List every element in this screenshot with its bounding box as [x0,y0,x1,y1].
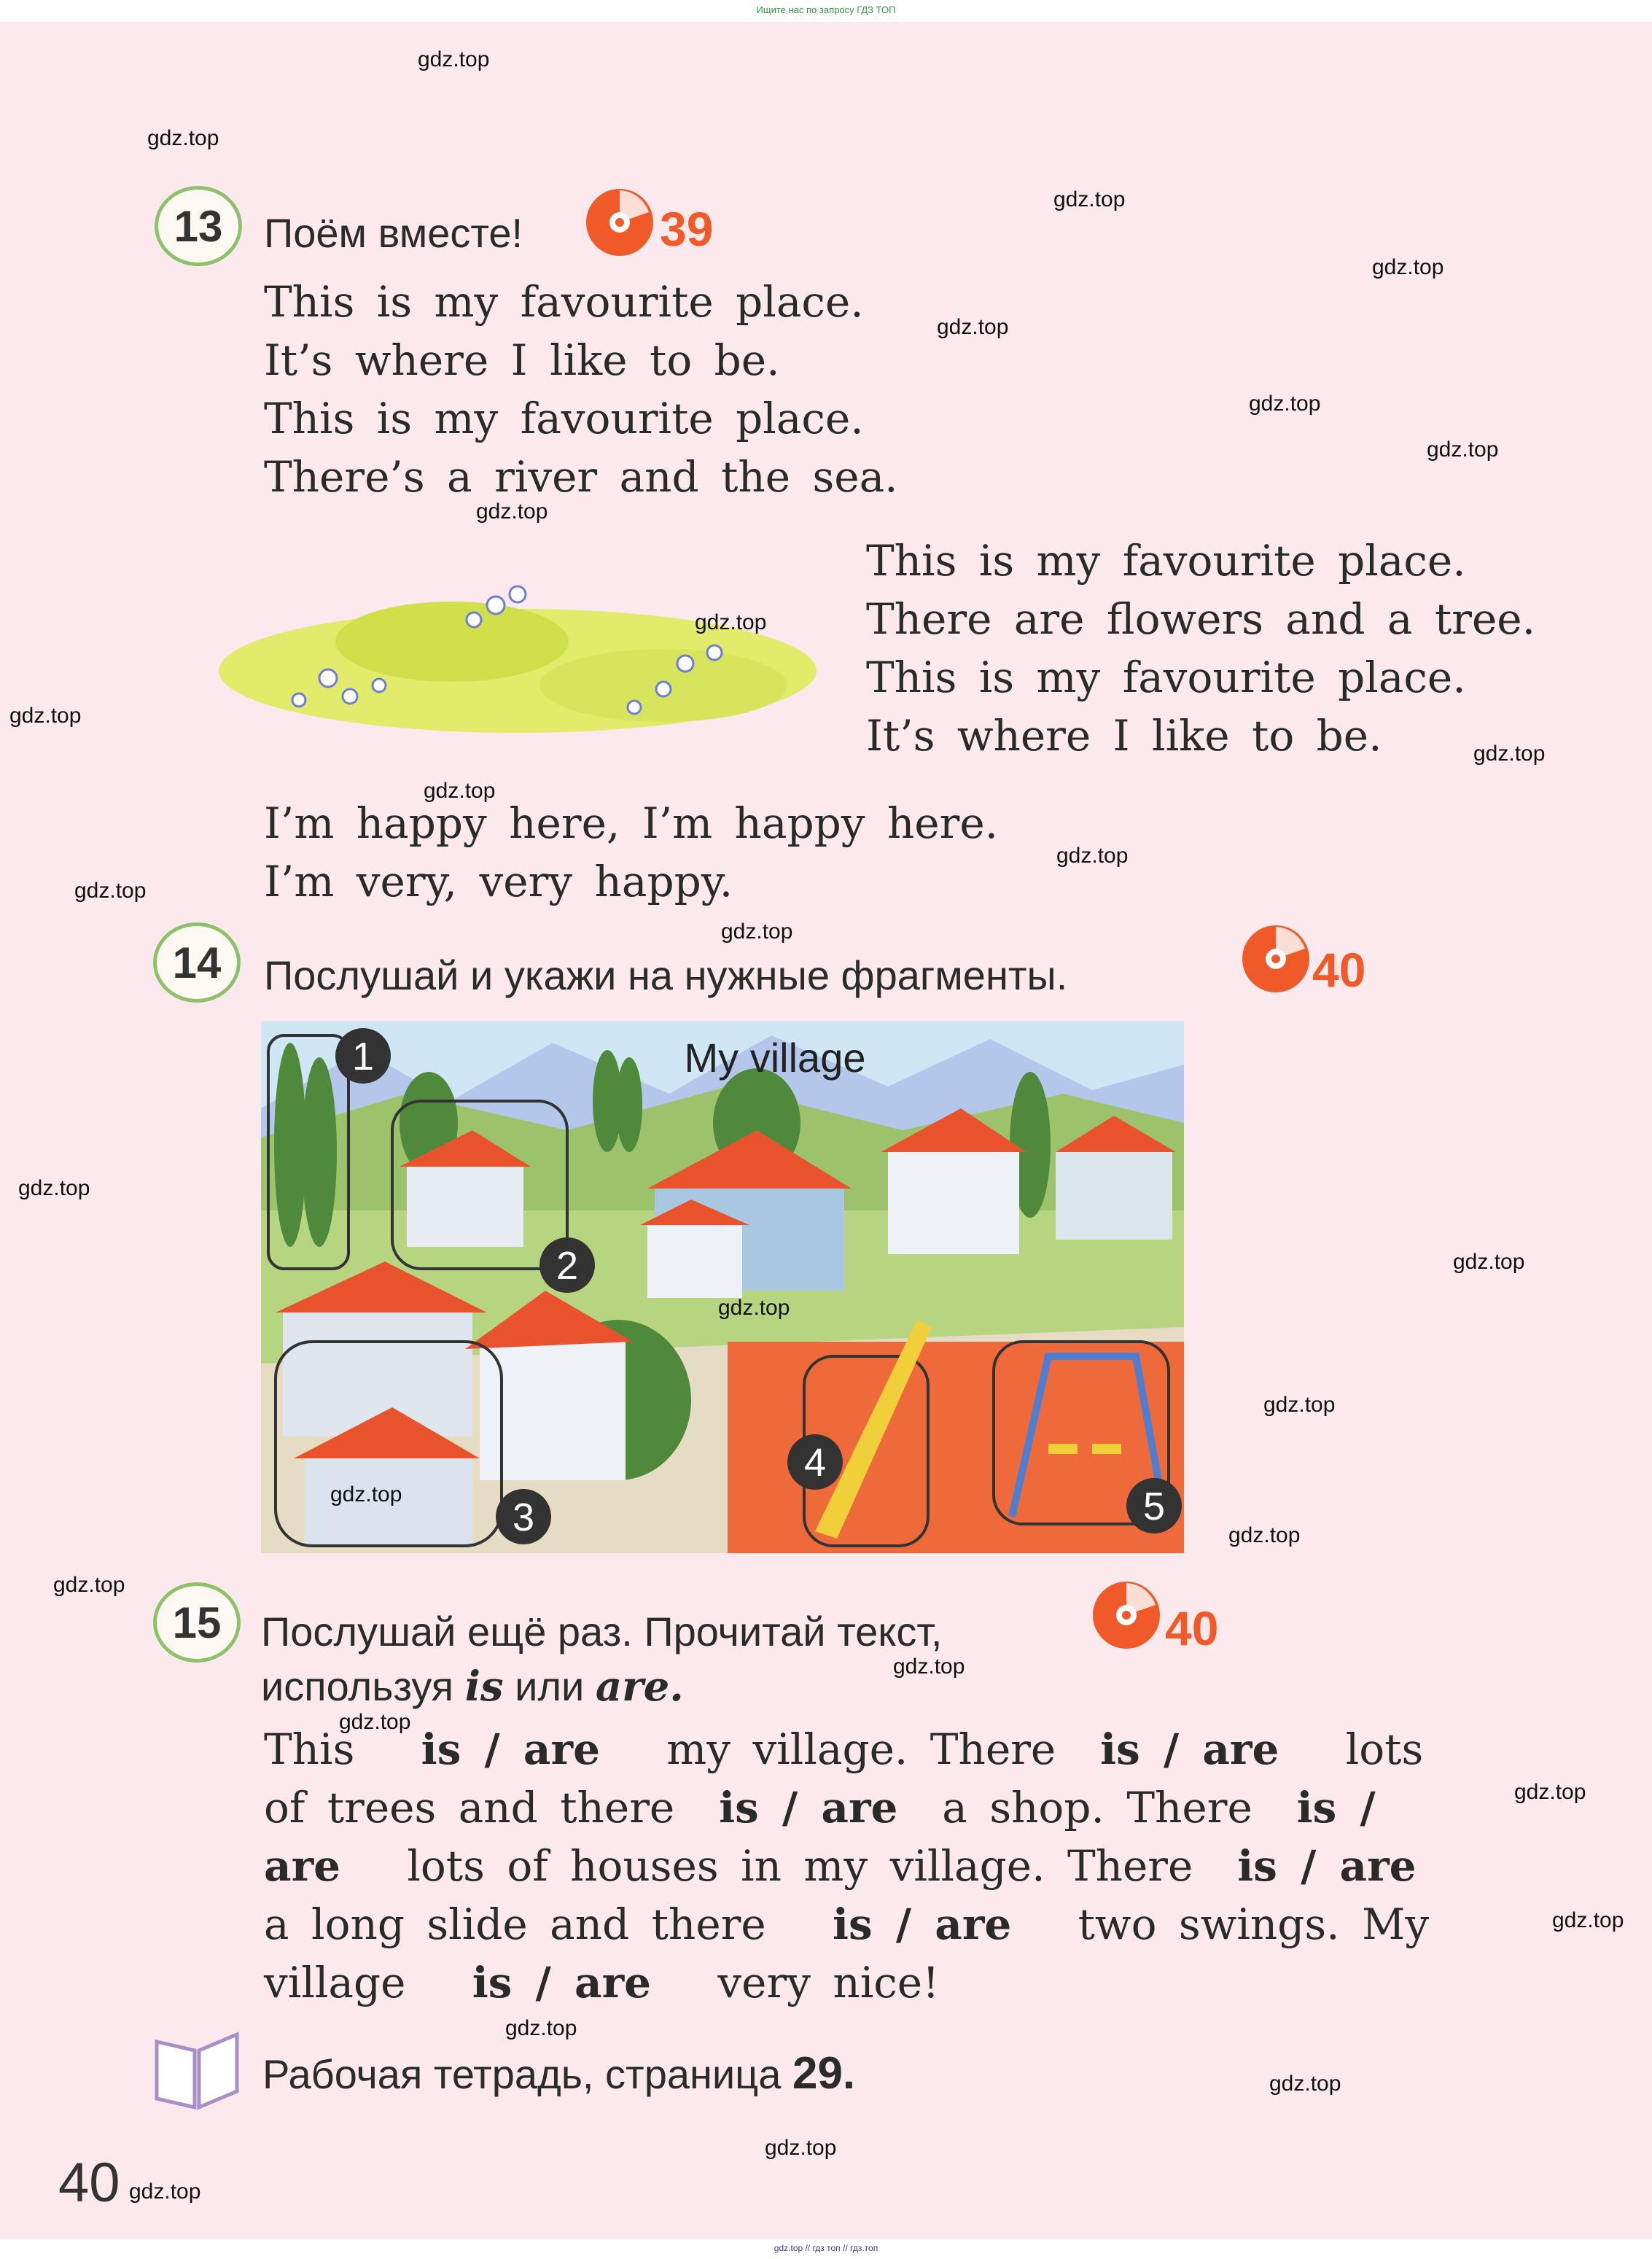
text-segment: a long slide and there [264,1900,766,1949]
marker-5: 5 [1142,1485,1166,1528]
text-segment: of trees and there [264,1783,675,1832]
watermark: gdz.top [1453,1250,1525,1274]
heading-text: используя [261,1663,454,1709]
header-note: Ищите нас по запросу ГДЗ ТОП [756,4,896,15]
workbook-reference [262,2048,855,2099]
watermark: gdz.top [74,879,147,903]
watermark: gdz.top [1249,392,1321,416]
text-line [264,1725,1423,1774]
exercise-13-title: Поём вместе! [264,210,523,256]
watermark: gdz.top [18,1176,90,1200]
choice: is / are [472,1958,652,2007]
cd-icon [583,186,656,259]
song-line: This is my favourite place. [866,653,1466,702]
watermark: gdz.top [424,779,496,803]
text-line [264,1841,1417,1891]
text-segment: This [264,1725,355,1774]
keyword-are: are. [595,1663,684,1711]
cd-icon [1090,1579,1163,1652]
page-number: 40 [58,2152,120,2214]
song-line: This is my favourite place. [866,536,1466,586]
choice: is / are [833,1900,1012,1949]
exercise-15-title-line1: Послушай ещё раз. Прочитай текст, [261,1609,943,1655]
watermark: gdz.top [695,610,767,634]
watermark: gdz.top [937,315,1009,339]
watermark: gdz.top [1372,255,1444,279]
watermark: gdz.top [1228,1523,1301,1547]
exercise-15-number: 15 [153,1582,241,1663]
footer-note: gdz.top // гдз топ // гдз.топ [774,2243,878,2253]
text-segment: village [264,1958,406,2007]
choice: is / [1296,1783,1376,1832]
watermark: gdz.top [53,1573,125,1597]
text-segment: lots of houses in my village. There [407,1841,1193,1891]
watermark: gdz.top [1514,1780,1586,1804]
watermark: gdz.top [147,126,219,150]
watermark: gdz.top [1056,844,1129,868]
choice: is / are [1100,1725,1279,1774]
watermark: gdz.top [765,2136,837,2160]
watermark: gdz.top [418,47,490,71]
text-segment: my village. There [666,1725,1056,1774]
track-number: 40 [1165,1601,1219,1655]
watermark: gdz.top [505,2016,577,2040]
text-segment: very nice! [717,1958,940,2007]
song-line: It’s where I like to be. [866,711,1382,761]
song-line: I’m very, very happy. [264,857,733,906]
song-line: There’s a river and the sea. [264,452,898,502]
watermark: gdz.top [339,1710,411,1734]
track-number: 40 [1312,943,1366,997]
village-illustration [261,1021,1184,1553]
watermark: gdz.top [1427,438,1499,462]
workbook-page: 29. [792,2048,856,2099]
marker-1: 1 [351,1035,375,1078]
song-line: There are flowers and a tree. [866,594,1536,644]
watermark: gdz.top [1552,1908,1624,1932]
watermark: gdz.top [1473,742,1546,766]
choice: is / are [421,1725,600,1774]
text-line [264,1958,939,2007]
watermark: gdz.top [129,2180,201,2204]
watermark: gdz.top [9,704,82,728]
watermark: gdz.top [893,1655,965,1679]
song-line: I’m happy here, I’m happy here. [264,798,999,848]
song-line: It’s where I like to be. [264,335,780,385]
exercise-15-title-line2 [261,1663,684,1711]
choice: are [264,1841,341,1891]
watermark: gdz.top [1269,2072,1341,2096]
marker-4: 4 [803,1441,827,1485]
watermark: gdz.top [476,499,548,524]
workbook-icon [149,2027,244,2115]
text-segment: two swings. My [1078,1900,1430,1949]
marker-2: 2 [556,1244,579,1288]
watermark: gdz.top [1053,187,1126,211]
text-segment: a shop. There [942,1783,1252,1832]
marker-3: 3 [512,1496,535,1539]
text-line [264,1900,1429,1949]
exercise-14-title: Послушай и укажи на нужные фрагменты. [264,952,1068,998]
text-line [264,1783,1376,1832]
watermark: gdz.top [718,1296,790,1320]
keyword-is: is [464,1663,504,1711]
track-number: 39 [660,202,714,256]
song-line: This is my favourite place. [264,394,864,443]
text-segment: lots [1345,1725,1424,1774]
choice: is / are [1237,1841,1417,1891]
exercise-13-number: 13 [155,186,242,266]
song-line: This is my favourite place. [264,277,864,327]
exercise-14-number: 14 [153,922,241,1003]
workbook-text: Рабочая тетрадь, страница [262,2051,782,2097]
cd-icon [1239,922,1312,995]
meadow-illustration [211,561,824,744]
watermark: gdz.top [721,919,793,944]
watermark: gdz.top [1263,1393,1336,1417]
choice: is / are [719,1783,898,1832]
heading-text: или [515,1663,585,1709]
watermark: gdz.top [330,1482,402,1506]
picture-title: My village [684,1035,866,1081]
